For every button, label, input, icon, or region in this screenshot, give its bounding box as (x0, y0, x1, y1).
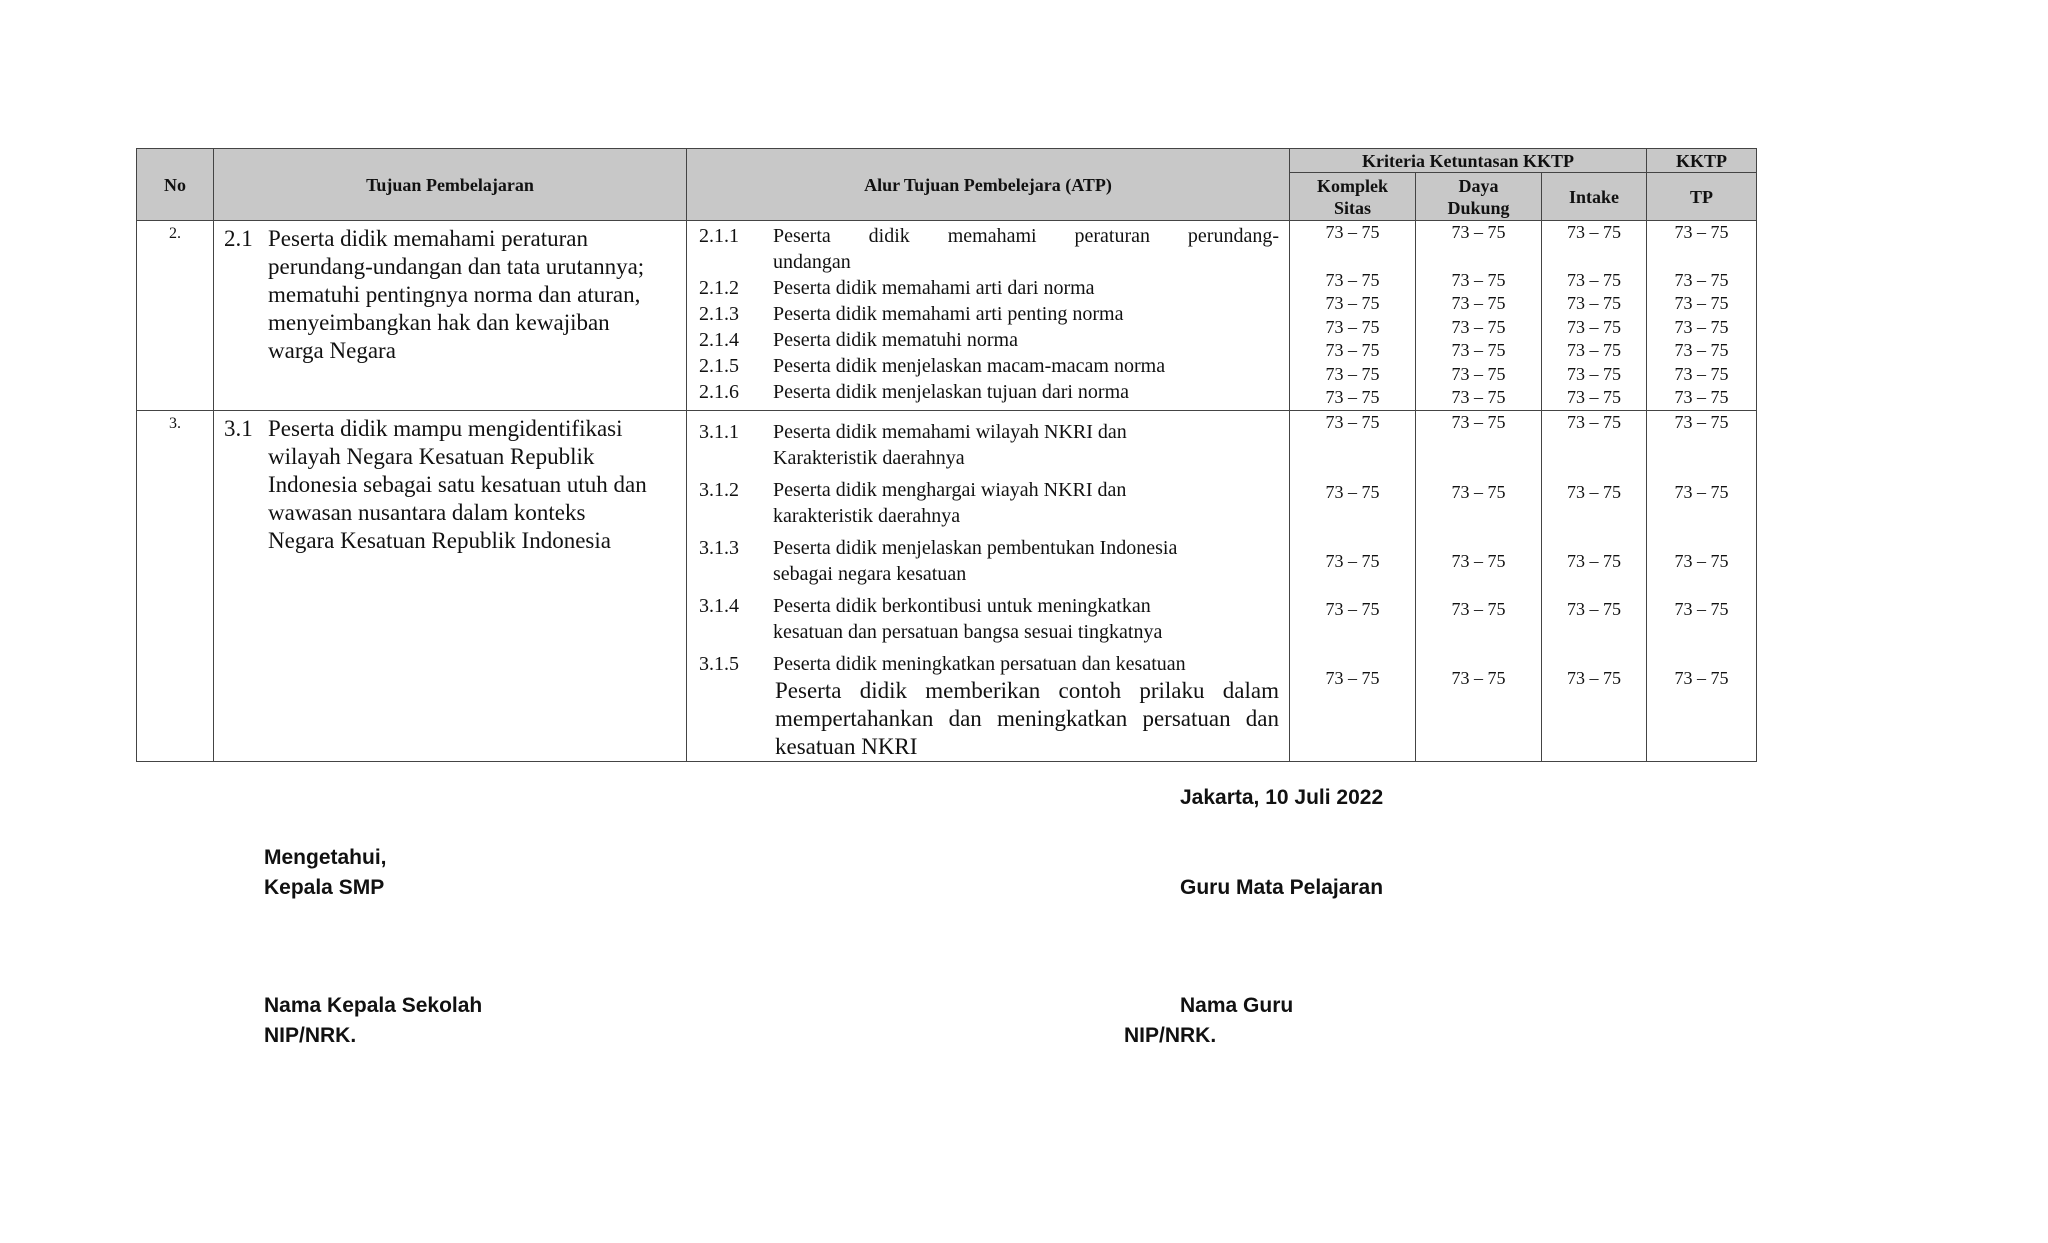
kepala-title: Kepala SMP (264, 876, 385, 899)
score-value: 73 – 75 (1451, 481, 1506, 502)
atp-line: Karakteristik daerahnya (773, 447, 965, 469)
score-value: 73 – 75 (1674, 269, 1729, 290)
atp-extra (699, 677, 1279, 761)
komplek-sitas-cell (1290, 221, 1416, 411)
atp-code: 2.1.5 (699, 355, 739, 377)
score-value: 73 – 75 (1451, 551, 1506, 571)
atp-item (699, 275, 1279, 301)
atp-item (699, 593, 1279, 645)
score-value: 73 – 75 (1674, 668, 1729, 688)
daya-dukung-cell (1416, 221, 1542, 411)
score-value: 73 – 75 (1674, 598, 1729, 619)
atp-code: 2.1.3 (699, 303, 739, 325)
kepala-name: Nama Kepala Sekolah (264, 994, 483, 1017)
tp-cell (1647, 221, 1757, 411)
header-komplek-line2: Sitas (1333, 197, 1371, 218)
score-value: 73 – 75 (1451, 340, 1506, 360)
score-value: 73 – 75 (1451, 598, 1506, 619)
row-number: 2. (137, 221, 214, 411)
atp-item (699, 419, 1279, 471)
score-value: 73 – 75 (1567, 363, 1622, 384)
atp-code: 3.1.1 (699, 421, 739, 443)
atp-line: Peserta didik berkontibusi untuk meningkatkan (773, 595, 1151, 617)
tp-cell (1647, 411, 1757, 762)
atp-code: 2.1.2 (699, 277, 739, 299)
atp-line: Peserta didik memahami peraturan perundang- (773, 225, 1279, 247)
atp-line: undangan (773, 251, 851, 273)
row-number: 3. (137, 411, 214, 762)
daya-dukung-cell (1416, 411, 1542, 762)
score-value: 73 – 75 (1674, 363, 1729, 384)
header-atp: Alur Tujuan Pembelejara (ATP) (687, 149, 1290, 221)
kepala-nip: NIP/NRK. (264, 1024, 357, 1047)
tujuan-line: wawasan nusantara dalam konteks (268, 500, 586, 525)
score-value: 73 – 75 (1674, 551, 1729, 571)
atp-code: 3.1.5 (699, 653, 739, 675)
score-value: 73 – 75 (1567, 293, 1622, 313)
score-value: 73 – 75 (1567, 387, 1622, 407)
kktp-table (136, 148, 1757, 762)
tujuan-cell (214, 411, 687, 762)
tujuan-line: Negara Kesatuan Republik Indonesia (268, 528, 611, 553)
score-value: 73 – 75 (1325, 269, 1380, 290)
atp-cell (687, 221, 1290, 411)
atp-text (773, 223, 1279, 275)
komplek-sitas-cell (1290, 411, 1416, 762)
header-tp: TP (1647, 173, 1757, 221)
score-value: 73 – 75 (1674, 412, 1729, 432)
header-daya-line2: Dukung (1447, 197, 1510, 218)
tujuan-code: 3.1 (224, 416, 253, 441)
atp-text (773, 535, 1279, 587)
atp-extra-line: kesatuan NKRI (775, 734, 918, 759)
atp-item (699, 301, 1279, 327)
header-no: No (137, 149, 214, 221)
score-value: 73 – 75 (1567, 412, 1622, 432)
score-value: 73 – 75 (1325, 412, 1380, 432)
score-value: 73 – 75 (1567, 222, 1622, 242)
header-kktp: KKTP (1647, 149, 1757, 173)
atp-extra-line: mempertahankan dan meningkatkan persatuan dan (775, 706, 1279, 731)
atp-line: karakteristik daerahnya (773, 505, 961, 527)
score-value: 73 – 75 (1567, 269, 1622, 290)
tujuan-line: Indonesia sebagai satu kesatuan utuh dan (268, 472, 647, 497)
atp-code: 3.1.4 (699, 595, 739, 617)
score-value: 73 – 75 (1674, 316, 1729, 337)
header-intake: Intake (1542, 173, 1647, 221)
tujuan-line: Peserta didik mampu mengidentifikasi (268, 416, 623, 441)
atp-text (773, 419, 1279, 471)
score-value: 73 – 75 (1325, 222, 1380, 242)
mengetahui-label: Mengetahui, (264, 846, 387, 869)
atp-line: Peserta didik menjelaskan pembentukan Indonesia (773, 537, 1178, 559)
score-value: 73 – 75 (1451, 293, 1506, 313)
table-row (137, 221, 1757, 411)
atp-line: Peserta didik memahami arti dari norma (773, 277, 1095, 299)
score-value: 73 – 75 (1567, 668, 1622, 688)
atp-text (773, 477, 1279, 529)
atp-text (773, 593, 1279, 645)
atp-line: Peserta didik menghargai wiayah NKRI dan (773, 479, 1127, 501)
score-value: 73 – 75 (1325, 316, 1380, 337)
atp-extra-line: Peserta didik memberikan contoh prilaku dalam (775, 678, 1279, 703)
atp-line: Peserta didik menjelaskan macam-macam norma (773, 355, 1166, 377)
header-tujuan-pembelajaran: Tujuan Pembelajaran (214, 149, 687, 221)
score-value: 73 – 75 (1567, 598, 1622, 619)
atp-item (699, 477, 1279, 529)
atp-item (699, 651, 1279, 677)
score-value: 73 – 75 (1325, 598, 1380, 619)
tujuan-cell (214, 221, 687, 411)
atp-cell (687, 411, 1290, 762)
score-value: 73 – 75 (1451, 222, 1506, 242)
header-daya-dukung (1416, 173, 1542, 221)
atp-item (699, 353, 1279, 379)
score-value: 73 – 75 (1325, 481, 1380, 502)
intake-cell (1542, 411, 1647, 762)
header-daya-line1: Daya (1458, 175, 1499, 196)
atp-code: 2.1.6 (699, 381, 739, 403)
atp-code: 2.1.1 (699, 225, 739, 247)
atp-code: 3.1.2 (699, 479, 739, 501)
score-value: 73 – 75 (1451, 387, 1506, 407)
score-value: 73 – 75 (1451, 269, 1506, 290)
header-kriteria: Kriteria Ketuntasan KKTP (1290, 149, 1647, 173)
score-value: 73 – 75 (1325, 387, 1380, 407)
atp-item (699, 535, 1279, 587)
score-value: 73 – 75 (1451, 316, 1506, 337)
tujuan-code: 2.1 (224, 226, 253, 251)
atp-line: kesatuan dan persatuan bangsa sesuai tingkatnya (773, 621, 1163, 643)
atp-line: Peserta didik meningkatkan persatuan dan kesatuan (773, 653, 1186, 675)
score-value: 73 – 75 (1567, 481, 1622, 502)
atp-line: Peserta didik mematuhi norma (773, 329, 1018, 351)
header-komplek-sitas (1290, 173, 1416, 221)
score-value: 73 – 75 (1325, 293, 1380, 313)
tujuan-line: perundang-undangan dan tata urutannya; (268, 254, 645, 279)
guru-title: Guru Mata Pelajaran (1180, 876, 1384, 899)
score-value: 73 – 75 (1567, 316, 1622, 337)
score-value: 73 – 75 (1451, 668, 1506, 688)
score-value: 73 – 75 (1567, 551, 1622, 571)
atp-code: 2.1.4 (699, 329, 739, 351)
atp-item (699, 327, 1279, 353)
table-row (137, 411, 1757, 762)
atp-line: sebagai negara kesatuan (773, 563, 967, 585)
guru-nip: NIP/NRK. (1124, 1024, 1217, 1047)
score-value: 73 – 75 (1451, 412, 1506, 432)
tujuan-line: warga Negara (268, 338, 396, 363)
tujuan-line: Peserta didik memahami peraturan (268, 226, 588, 251)
tujuan-line: wilayah Negara Kesatuan Republik (268, 444, 595, 469)
score-value: 73 – 75 (1674, 340, 1729, 360)
guru-name: Nama Guru (1180, 994, 1294, 1017)
score-value: 73 – 75 (1674, 293, 1729, 313)
atp-line: Peserta didik menjelaskan tujuan dari norma (773, 381, 1130, 403)
atp-line: Peserta didik memahami wilayah NKRI dan (773, 421, 1127, 443)
score-value: 73 – 75 (1674, 387, 1729, 407)
intake-cell (1542, 221, 1647, 411)
score-value: 73 – 75 (1325, 551, 1380, 571)
score-value: 73 – 75 (1674, 481, 1729, 502)
tujuan-line: menyeimbangkan hak dan kewajiban (268, 310, 610, 335)
atp-item (699, 379, 1279, 405)
place-date: Jakarta, 10 Juli 2022 (1180, 786, 1384, 809)
score-value: 73 – 75 (1325, 668, 1380, 688)
score-value: 73 – 75 (1674, 222, 1729, 242)
atp-line: Peserta didik memahami arti penting norma (773, 303, 1124, 325)
tujuan-line: mematuhi pentingnya norma dan aturan, (268, 282, 641, 307)
header-komplek-line1: Komplek (1316, 175, 1388, 196)
score-value: 73 – 75 (1451, 363, 1506, 384)
score-value: 73 – 75 (1325, 340, 1380, 360)
atp-item (699, 223, 1279, 275)
score-value: 73 – 75 (1325, 363, 1380, 384)
score-value: 73 – 75 (1567, 340, 1622, 360)
atp-code: 3.1.3 (699, 537, 739, 559)
